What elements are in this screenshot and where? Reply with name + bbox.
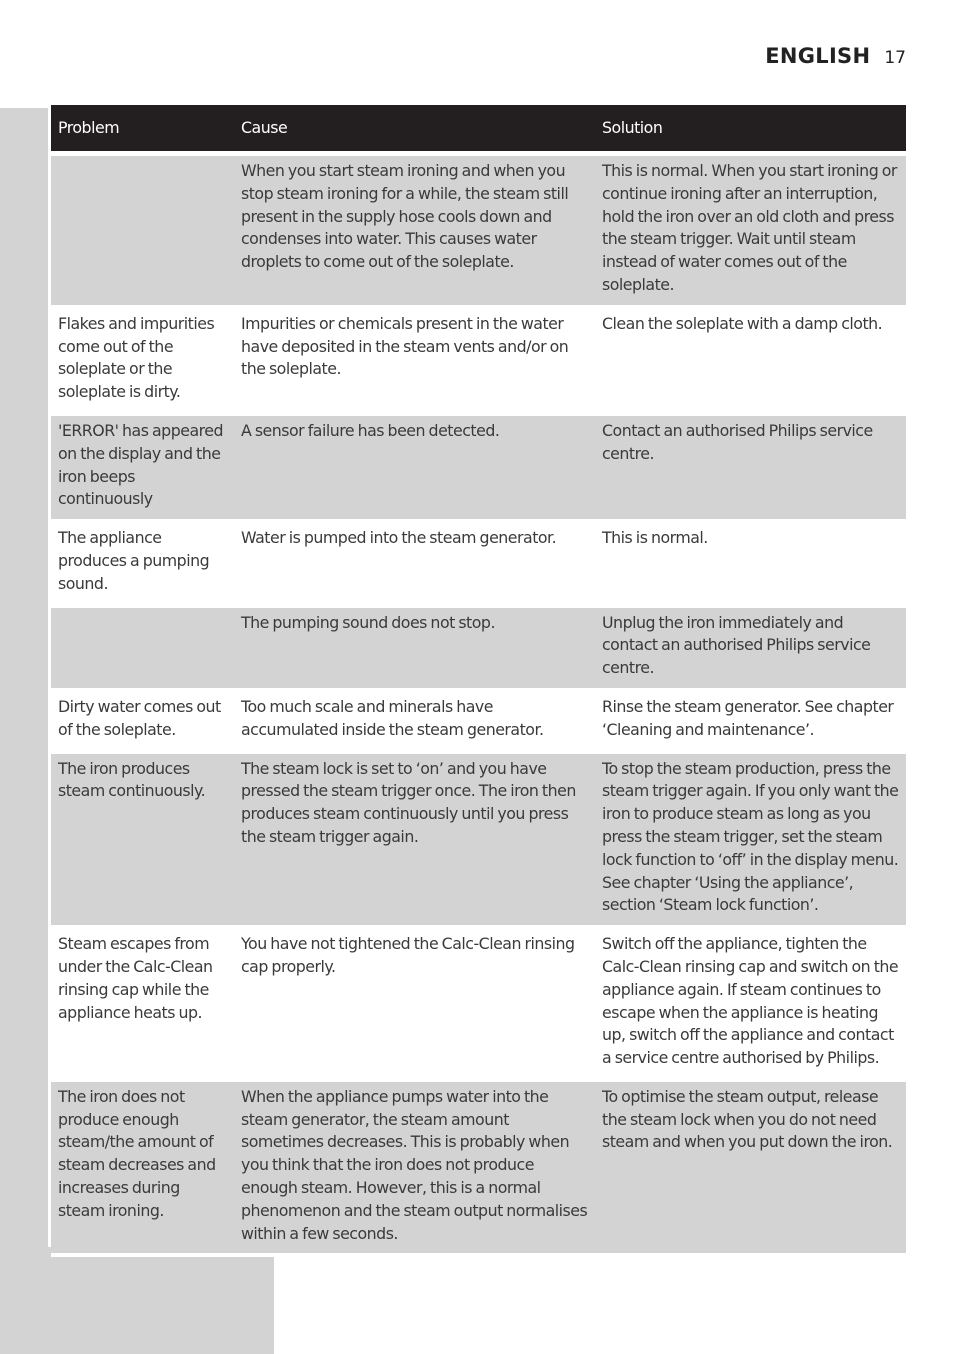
cause-cell: The pumping sound does not stop.: [234, 606, 595, 690]
solution-cell: This is normal. When you start ironing or continue ironing after an interruption, hold the iron over an old cloth and press the steam trigger. Wait until steam instead of water comes out of the soleplate.: [595, 154, 906, 307]
cause-cell: You have not tightened the Calc-Clean rinsing cap properly.: [234, 927, 595, 1080]
table-row: [51, 521, 906, 605]
troubleshooting-table: [51, 105, 906, 1257]
column-header-cause: Cause: [234, 105, 595, 154]
table-row: [51, 1080, 906, 1256]
table-header-row: [51, 105, 906, 154]
cause-cell: The steam lock is set to ‘on’ and you have pressed the steam trigger once. The iron then produces steam continuously until you press the steam trigger again.: [234, 752, 595, 928]
solution-cell: This is normal.: [595, 521, 906, 605]
table-row: [51, 154, 906, 307]
table-row: [51, 307, 906, 414]
solution-cell: Rinse the steam generator. See chapter ‘Cleaning and maintenance’.: [595, 690, 906, 752]
problem-cell: The appliance produces a pumping sound.: [51, 521, 234, 605]
problem-cell: Steam escapes from under the Calc-Clean rinsing cap while the appliance heats up.: [51, 927, 234, 1080]
solution-cell: To optimise the steam output, release the steam lock when you do not need steam and when you put down the iron.: [595, 1080, 906, 1256]
problem-cell: The iron does not produce enough steam/the amount of steam decreases and increases during steam ironing.: [51, 1080, 234, 1256]
problem-cell: [51, 154, 234, 307]
table-row: [51, 414, 906, 521]
problem-cell: The iron produces steam continuously.: [51, 752, 234, 928]
page-number: 17: [884, 48, 906, 68]
side-margin-strip: [0, 108, 48, 1354]
solution-cell: Clean the soleplate with a damp cloth.: [595, 307, 906, 414]
cause-cell: When the appliance pumps water into the steam generator, the steam amount sometimes decreases. This is probably when you think that the iron does not produce enough steam. However, this is a normal phenomenon and the steam output normalises within a few seconds.: [234, 1080, 595, 1256]
problem-cell: Dirty water comes out of the soleplate.: [51, 690, 234, 752]
page-header: [765, 44, 906, 68]
cause-cell: Impurities or chemicals present in the water have deposited in the steam vents and/or on the soleplate.: [234, 307, 595, 414]
table-row: [51, 927, 906, 1080]
column-header-problem: Problem: [51, 105, 234, 154]
cause-cell: Water is pumped into the steam generator.: [234, 521, 595, 605]
cause-cell: Too much scale and minerals have accumulated inside the steam generator.: [234, 690, 595, 752]
solution-cell: Switch off the appliance, tighten the Calc-Clean rinsing cap and switch on the appliance again. If steam continues to escape when the appliance is heating up, switch off the appliance and contact a service centre authorised by Philips.: [595, 927, 906, 1080]
solution-cell: Unplug the iron immediately and contact an authorised Philips service centre.: [595, 606, 906, 690]
problem-cell: Flakes and impurities come out of the soleplate or the soleplate is dirty.: [51, 307, 234, 414]
table-row: [51, 752, 906, 928]
cause-cell: When you start steam ironing and when you stop steam ironing for a while, the steam still present in the supply hose cools down and condenses into water. This causes water droplets to come out of the soleplate.: [234, 154, 595, 307]
problem-cell: 'ERROR' has appeared on the display and the iron beeps continuously: [51, 414, 234, 521]
column-header-solution: Solution: [595, 105, 906, 154]
solution-cell: To stop the steam production, press the steam trigger again. If you only want the iron to produce steam as long as you press the steam trigger, set the steam lock function to ‘off’ in the display menu. See chapter ‘Using the appliance’, section ‘Steam lock function’.: [595, 752, 906, 928]
solution-cell: Contact an authorised Philips service centre.: [595, 414, 906, 521]
table-row: [51, 606, 906, 690]
cause-cell: A sensor failure has been detected.: [234, 414, 595, 521]
bottom-margin-block: [0, 1247, 274, 1354]
problem-cell: [51, 606, 234, 690]
table-row: [51, 690, 906, 752]
language-label: ENGLISH: [765, 44, 871, 68]
